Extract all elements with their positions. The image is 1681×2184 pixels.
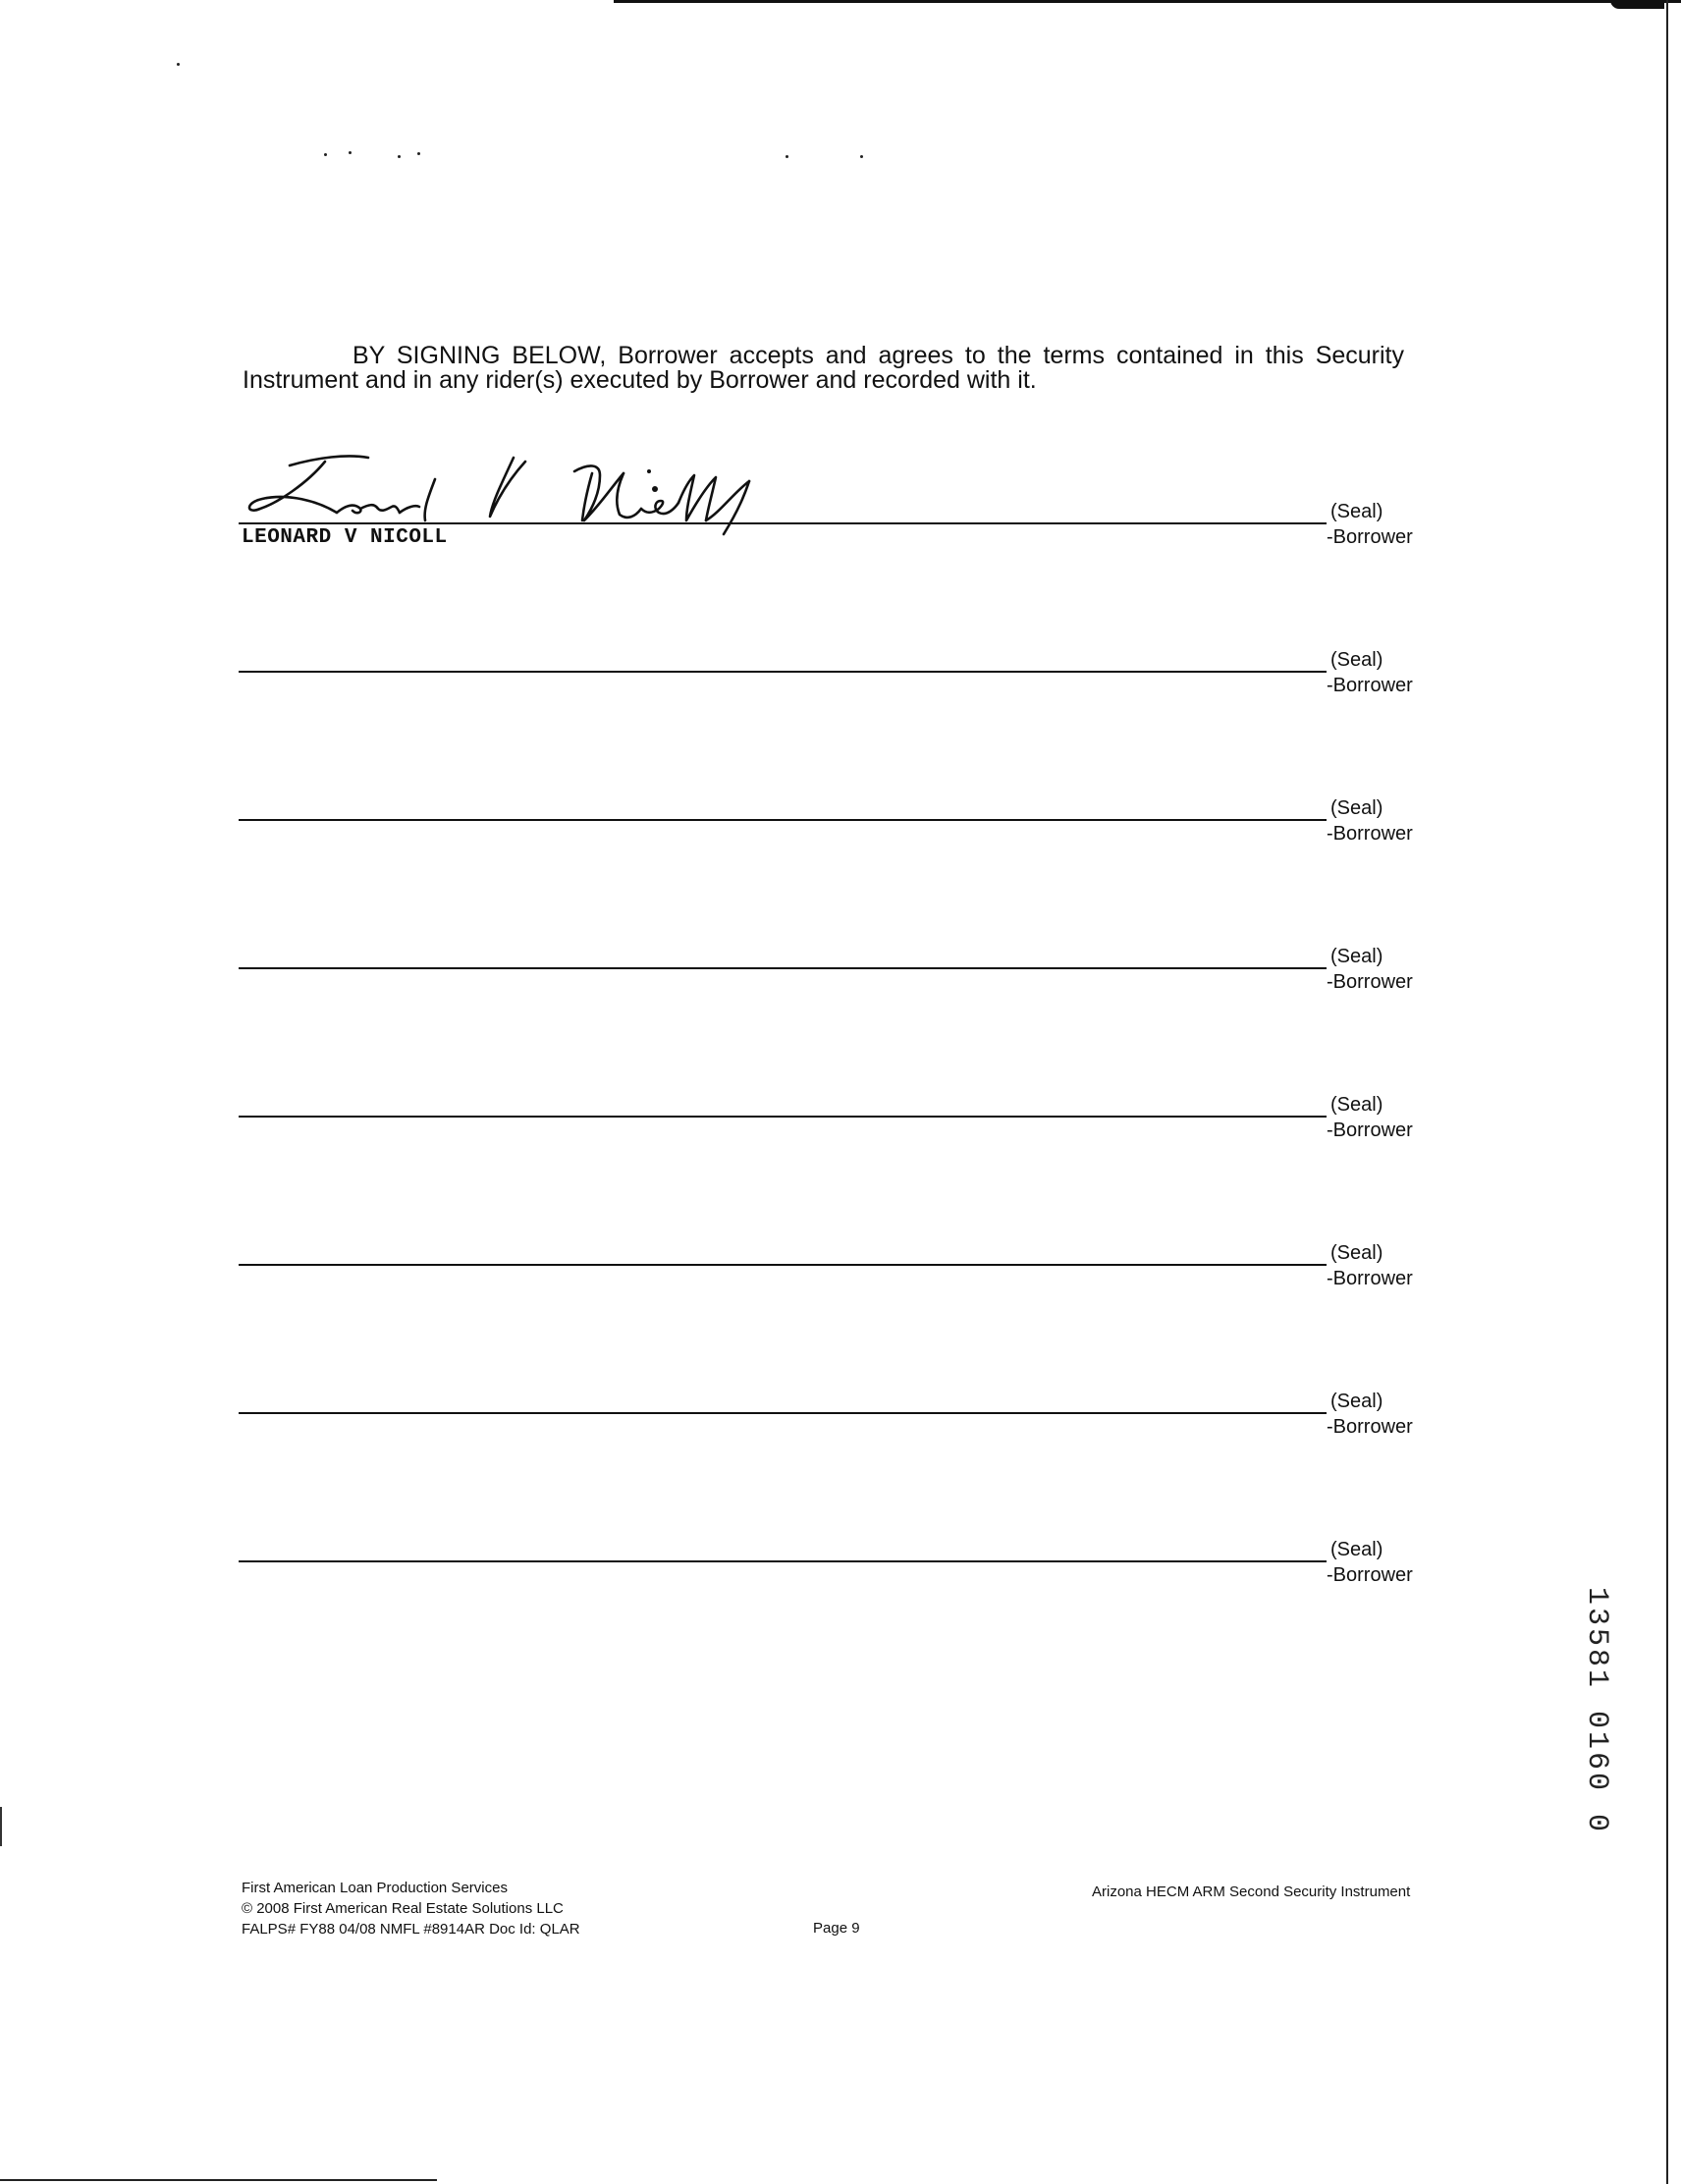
- footer-form-info: [242, 1878, 580, 1939]
- signature-line: [239, 1412, 1327, 1414]
- scan-speck: [349, 151, 352, 154]
- scan-edge-top: [614, 0, 1681, 3]
- seal-block: [1327, 1537, 1413, 1588]
- borrower-role-label: -Borrower: [1327, 823, 1413, 845]
- scan-speck: [177, 63, 180, 66]
- seal-label: (Seal): [1330, 1539, 1383, 1560]
- signature-line: [239, 1560, 1327, 1562]
- seal-block: [1327, 1240, 1413, 1291]
- signature-row-5: [239, 1094, 1417, 1184]
- seal-label: (Seal): [1330, 649, 1383, 671]
- borrower-role-label: -Borrower: [1327, 971, 1413, 993]
- acceptance-text: BY SIGNING BELOW, Borrower accepts and agrees to the terms contained in this Security Instrument and in any rider(s) executed by Borrower and recorded with it.: [243, 342, 1404, 394]
- scan-speck: [324, 153, 327, 156]
- seal-label: (Seal): [1330, 1242, 1383, 1264]
- signature-line: [239, 819, 1327, 821]
- footer-form-id: FALPS# FY88 04/08 NMFL #8914AR Doc Id: QLAR: [242, 1921, 580, 1938]
- signature-line: [239, 522, 1327, 524]
- seal-block: [1327, 795, 1413, 846]
- footer-copyright: © 2008 First American Real Estate Solutions LLC: [242, 1900, 564, 1917]
- borrower-role-label: -Borrower: [1327, 1268, 1413, 1289]
- signature-row-8: [239, 1539, 1417, 1629]
- scan-edge-right: [1666, 0, 1668, 2184]
- signature-row-4: [239, 946, 1417, 1036]
- borrower-printed-name: LEONARD V NICOLL: [242, 526, 448, 549]
- seal-block: [1327, 944, 1413, 995]
- borrower-role-label: -Borrower: [1327, 1119, 1413, 1141]
- acceptance-paragraph: [243, 344, 1404, 393]
- borrower-role-label: -Borrower: [1327, 526, 1413, 548]
- signature-line: [239, 1116, 1327, 1118]
- scan-speck: [398, 155, 401, 158]
- borrower-role-label: -Borrower: [1327, 675, 1413, 696]
- seal-label: (Seal): [1330, 1391, 1383, 1412]
- seal-block: [1327, 1092, 1413, 1143]
- scan-speck: [786, 155, 788, 158]
- signature-row-3: [239, 797, 1417, 888]
- signature-row-6: [239, 1242, 1417, 1333]
- seal-block: [1327, 647, 1413, 698]
- page-number: Page 9: [813, 1920, 860, 1937]
- signature-row-2: [239, 649, 1417, 739]
- signature-row-1: [239, 501, 1417, 591]
- scan-edge-left: [0, 1807, 2, 1846]
- signature-line: [239, 1264, 1327, 1266]
- borrower-role-label: -Borrower: [1327, 1564, 1413, 1586]
- scan-edge-bottom: [0, 2179, 437, 2181]
- signature-row-7: [239, 1391, 1417, 1481]
- seal-label: (Seal): [1330, 501, 1383, 522]
- signature-line: [239, 967, 1327, 969]
- seal-block: [1327, 1389, 1413, 1440]
- scan-speck: [417, 152, 420, 155]
- document-title: Arizona HECM ARM Second Security Instrument: [1092, 1884, 1411, 1900]
- footer-company: First American Loan Production Services: [242, 1880, 508, 1896]
- borrower-role-label: -Borrower: [1327, 1416, 1413, 1438]
- seal-label: (Seal): [1330, 797, 1383, 819]
- signature-line: [239, 671, 1327, 673]
- scan-speck: [860, 155, 863, 158]
- seal-block: [1327, 499, 1413, 550]
- scan-edge-corner: [1610, 0, 1664, 9]
- recording-stamp: 13581 0160 0: [1580, 1587, 1613, 1835]
- seal-label: (Seal): [1330, 946, 1383, 967]
- seal-label: (Seal): [1330, 1094, 1383, 1116]
